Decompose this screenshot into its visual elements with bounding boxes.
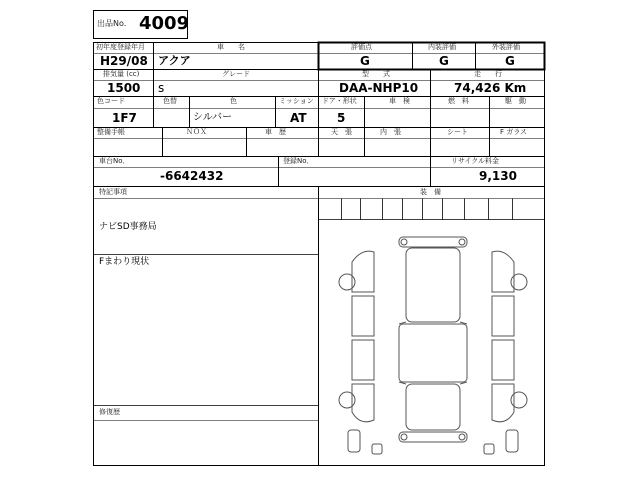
car-diagram [339, 237, 527, 454]
color-label: 色 [230, 97, 237, 105]
car-history-label: 車 歴 [265, 128, 286, 136]
lot-number: 4009 [139, 13, 190, 34]
roof-lining-label: 天 張 [331, 128, 352, 136]
first-registration: H29/08 [100, 54, 148, 68]
color-code-label: 色コード [97, 97, 125, 105]
seat-label: シート [447, 128, 468, 136]
color-code: 1F7 [112, 111, 137, 125]
equipment-label: 装 備 [420, 188, 441, 196]
interior-grade-label: 内装評価 [428, 43, 456, 51]
remarks-line-1: ナビSD事務局 [99, 222, 157, 232]
model-code: DAA-NHP10 [339, 81, 419, 95]
interior-grade: G [439, 54, 449, 68]
color: シルバー [193, 112, 233, 123]
exterior-grade-label: 外装評価 [492, 43, 520, 51]
displacement: 1500 [107, 81, 141, 95]
color-change-label: 色替 [163, 97, 177, 105]
doors: 5 [337, 111, 346, 125]
mileage-label: 走 行 [474, 70, 502, 78]
front-glass-label: F ガラス [500, 128, 528, 136]
model-code-label: 型 式 [362, 70, 390, 78]
remarks-label: 特記事項 [99, 188, 127, 196]
registration-number-label: 登録No． [283, 157, 314, 165]
doors-label: ドア・形状 [322, 97, 357, 105]
first-registration-label: 初年度登録年月 [96, 43, 145, 51]
inspection-label: 車 検 [389, 97, 410, 105]
mileage: 74,426 Km [454, 81, 527, 95]
transmission-label: ミッション [279, 97, 314, 105]
evaluation-score: G [360, 54, 370, 68]
chassis-number: -6642432 [160, 169, 224, 183]
repair-history-label: 修復歴 [99, 408, 120, 416]
grade: s [158, 81, 165, 95]
car-name: アクア [158, 54, 191, 67]
nox-label: ＮＯＸ [186, 128, 207, 136]
remarks-line-2: Fまわり現状 [99, 257, 150, 267]
recycle-fee: 9,130 [479, 169, 517, 183]
recycle-fee-label: リサイクル料金 [451, 157, 500, 165]
maintenance-book-label: 整備手帳 [97, 128, 125, 136]
chassis-number-label: 車台No． [99, 157, 130, 165]
car-name-label: 車 名 [217, 43, 245, 51]
lot-number-label: 出品No． [97, 19, 132, 28]
fuel-label: 燃 料 [448, 97, 469, 105]
grade-label: グレード [222, 70, 250, 78]
transmission: AT [290, 111, 307, 125]
score-label: 評価点 [351, 43, 372, 51]
exterior-grade: G [505, 54, 515, 68]
drive-label: 駆 動 [505, 97, 526, 105]
inner-lining-label: 内 張 [380, 128, 401, 136]
displacement-label: 排気量 (cc) [103, 70, 140, 78]
